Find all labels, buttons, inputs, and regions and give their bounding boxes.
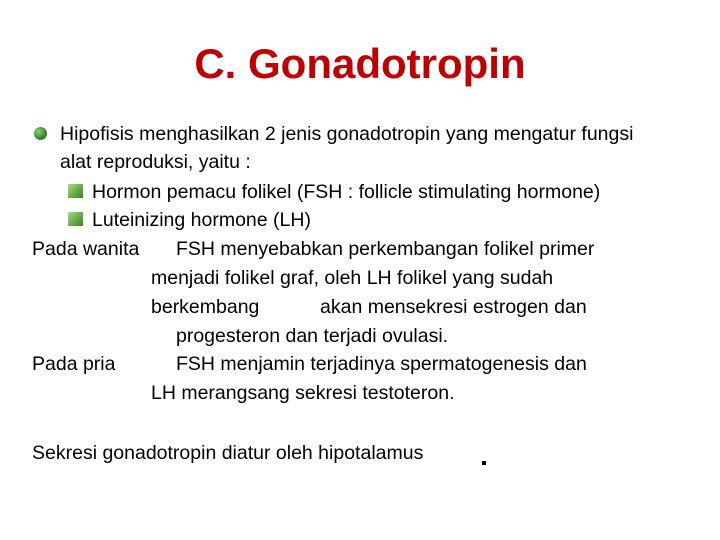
wanita-line-1: FSH menyebabkan perkembangan folikel primer xyxy=(176,238,595,260)
period-mark xyxy=(482,461,486,465)
footer-text: Sekresi gonadotropin diatur oleh hipotalamus xyxy=(32,442,424,464)
slide-title: C. Gonadotropin xyxy=(194,40,526,87)
sub-bullet-icon xyxy=(68,184,83,198)
sub-item-fsh: Hormon pemacu folikel (FSH : follicle stimulating hormone) xyxy=(92,181,601,203)
bullet-icon xyxy=(34,127,47,140)
wanita-line-2: menjadi folikel graf, oleh LH folikel yang sudah xyxy=(151,267,554,289)
pria-line-2: LH merangsang sekresi testoteron. xyxy=(151,382,455,404)
wanita-line-3a: berkembang xyxy=(151,296,260,318)
sub-item-lh: Luteinizing hormone (LH) xyxy=(92,209,311,231)
intro-line-1: Hipofisis menghasilkan 2 jenis gonadotropin yang mengatur fungsi xyxy=(60,123,634,145)
pria-line-1: FSH menjamin terjadinya spermatogenesis dan xyxy=(176,353,587,375)
wanita-label: Pada wanita xyxy=(32,238,140,260)
sub-bullet-icon xyxy=(68,212,83,226)
wanita-line-4: progesteron dan terjadi ovulasi. xyxy=(176,325,449,347)
wanita-line-3b: akan mensekresi estrogen dan xyxy=(320,296,587,318)
intro-line-2: alat reproduksi, yaitu : xyxy=(60,151,251,173)
pria-label: Pada pria xyxy=(32,353,116,375)
